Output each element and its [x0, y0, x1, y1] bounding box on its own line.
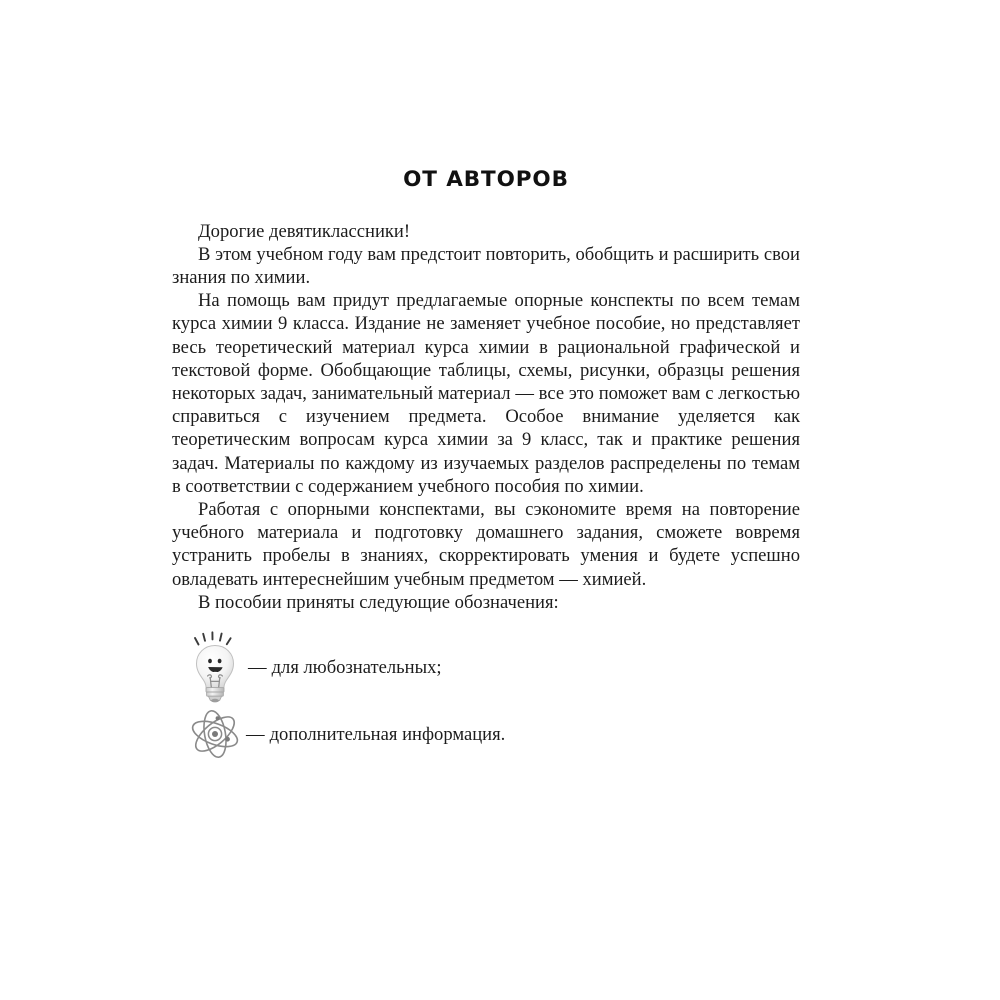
legend-dash: —: [248, 656, 267, 678]
page-content: [172, 168, 800, 765]
legend-list: [172, 631, 800, 759]
paragraph-symbols-intro: В пособии приняты следующие обозначения:: [198, 591, 559, 613]
legend-item-curious: [172, 631, 800, 703]
paragraph-intro: В этом учебном году вам предстоит повторить, обобщить и расширить свои знания по химии.: [172, 243, 800, 289]
legend-text: дополнительная информация.: [269, 723, 506, 745]
paragraph-greeting: Дорогие девятиклассники!: [198, 220, 411, 242]
lightbulb-face-icon: [184, 631, 246, 703]
legend-text: для любознательных;: [271, 656, 442, 678]
legend-label-extra-info: [246, 723, 505, 746]
legend-dash: —: [246, 723, 265, 745]
body-text-block: [172, 220, 800, 614]
atom-icon: [186, 709, 244, 759]
legend-item-extra-info: [172, 709, 800, 759]
paragraph-benefits: Работая с опорными конспектами, вы сэкономите время на повторение учебного материала и подготовку домашнего задания, сможете вовремя устранить пробелы в знаниях, скорректировать умения и будете успешно овладевать интереснейшим учебным предметом — химией.: [172, 499, 800, 590]
legend-label-curious: [248, 656, 442, 679]
paragraph-about-book: На помощь вам придут предлагаемые опорные конспекты по всем темам курса химии 9 класса. Издание не заменяет учебное пособие, но представляет весь теоретический материал курса химии в рациональной графической и текстовой форме. Обобщающие таблицы, схемы, рисунки, образцы решения некоторых задач, занимательный материал — все это поможет вам с легкостью справиться с изучением предмета. Особое внимание уделяется как теоретическим вопросам курса химии за 9 класс, так и практике решения задач. Материалы по каждому из изучаемых разделов распределены по темам в соответствии с содержанием учебного пособия по химии.: [172, 290, 800, 497]
page-title: ОТ АВТОРОВ: [403, 167, 569, 192]
